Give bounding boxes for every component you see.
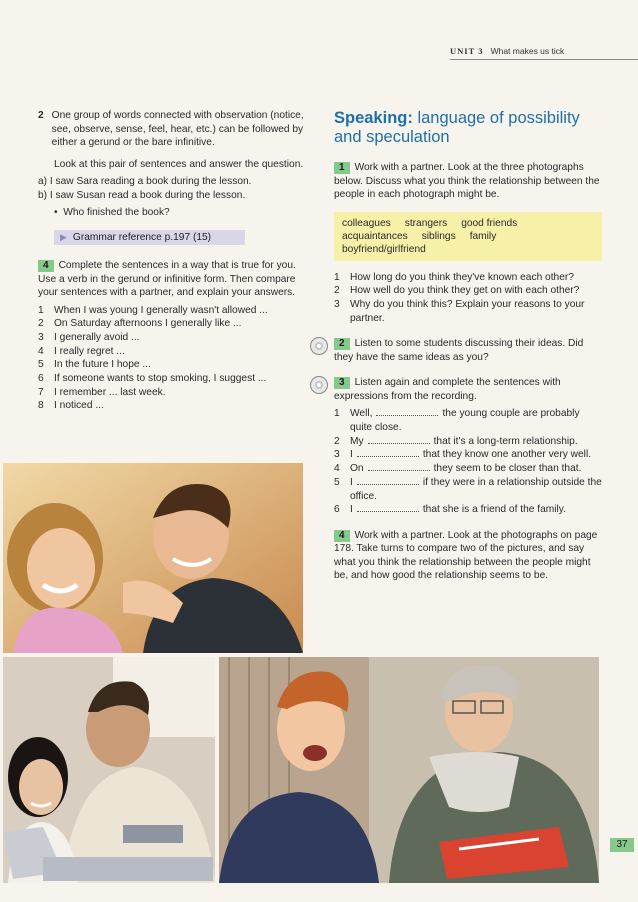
play-arrow-icon: ▶ bbox=[60, 231, 67, 242]
word-option: colleagues bbox=[342, 217, 391, 229]
question-item bbox=[334, 271, 602, 285]
sentence-end: they seem to be closer than that. bbox=[433, 463, 582, 475]
sentence-number: 1 bbox=[334, 408, 340, 420]
sentence-item bbox=[334, 476, 602, 503]
sentence-number: 6 bbox=[334, 504, 340, 516]
section-title bbox=[334, 109, 602, 147]
task-4-badge: 4 bbox=[38, 260, 54, 272]
task-4-right-badge: 4 bbox=[334, 530, 350, 542]
task-2-text: One group of words connected with observation (notice, see, observe, sense, feel, hear, etc.) can be followed by either a gerund or the bare infinitive. bbox=[51, 110, 304, 148]
item-text: In the future I hope ... bbox=[54, 359, 151, 371]
word-option: boyfriend/girlfriend bbox=[342, 243, 426, 255]
item-number: 7 bbox=[38, 386, 44, 398]
question-text: Why do you think this? Explain your reasons to your partner. bbox=[350, 298, 585, 324]
item-number: 4 bbox=[38, 345, 44, 357]
task-2-number: 2 bbox=[38, 110, 44, 121]
sentence-start: On bbox=[350, 463, 364, 475]
sentence-list bbox=[334, 407, 602, 517]
list-item bbox=[38, 304, 304, 318]
task-1-text: Work with a partner. Look at the three photographs below. Discuss what you think the relationship between the people in each photograph might be. bbox=[334, 162, 600, 200]
task-4-left bbox=[38, 259, 304, 300]
left-column bbox=[38, 109, 304, 413]
word-option: strangers bbox=[404, 217, 448, 229]
example-a: a) I saw Sara reading a book during the lesson. bbox=[38, 176, 252, 187]
sentence-end: that they know one another very well. bbox=[422, 449, 592, 461]
sentence-number: 5 bbox=[334, 476, 340, 488]
question-text: How long do you think they've known each other? bbox=[350, 271, 574, 283]
grandmother-illustration bbox=[219, 657, 599, 883]
running-header bbox=[450, 46, 638, 64]
item-text: When I was young I generally wasn't allowed ... bbox=[54, 304, 268, 316]
item-number: 2 bbox=[38, 318, 44, 330]
question-number: 2 bbox=[334, 285, 340, 297]
item-text: I generally avoid ... bbox=[54, 331, 140, 343]
task-1 bbox=[334, 161, 602, 202]
sentence-end: if they were in a relationship outside the office. bbox=[350, 476, 602, 502]
list-item bbox=[38, 317, 304, 331]
question-item bbox=[334, 298, 602, 325]
sentence-end: the young couple are probably quite close. bbox=[350, 408, 580, 434]
answer-blank[interactable] bbox=[357, 484, 419, 485]
unit-label: UNIT 3 bbox=[450, 46, 484, 56]
bullet-icon: • bbox=[54, 207, 58, 218]
sentence-end: that it's a long-term relationship. bbox=[433, 435, 578, 447]
audio-cd-icon[interactable] bbox=[310, 376, 328, 394]
unit-title: What makes us tick bbox=[490, 46, 565, 56]
question-item bbox=[334, 284, 602, 298]
photo-colleagues bbox=[3, 657, 215, 883]
sentence-start: My bbox=[350, 435, 364, 447]
task-2 bbox=[38, 109, 304, 150]
section-title-bold: Speaking: bbox=[334, 109, 413, 127]
task-3-text: Listen again and complete the sentences with expressions from the recording. bbox=[334, 377, 561, 402]
completion-list bbox=[38, 304, 304, 414]
item-number: 1 bbox=[38, 304, 44, 316]
list-item bbox=[38, 345, 304, 359]
sentence-item bbox=[334, 407, 602, 434]
task-3-badge: 3 bbox=[334, 377, 350, 389]
answer-blank[interactable] bbox=[368, 443, 430, 444]
sentence-number: 3 bbox=[334, 449, 340, 461]
page-number: 37 bbox=[610, 838, 634, 852]
task-2-prompt: Look at this pair of sentences and answer the question. bbox=[54, 158, 304, 170]
item-text: I noticed ... bbox=[54, 400, 104, 412]
sentence-number: 2 bbox=[334, 435, 340, 447]
task-2-badge: 2 bbox=[334, 338, 350, 350]
task-4-right-text: Work with a partner. Look at the photographs on page 178. Take turns to compare two of the pictures, and say what you think the relationship between the people might be, and how good the relationship seems to be. bbox=[334, 529, 598, 582]
colleagues-illustration bbox=[3, 657, 215, 883]
right-column bbox=[334, 109, 602, 583]
word-option: good friends bbox=[461, 217, 518, 229]
item-number: 6 bbox=[38, 373, 44, 385]
photo-grandmother bbox=[219, 657, 599, 883]
item-number: 8 bbox=[38, 400, 44, 412]
item-number: 5 bbox=[38, 359, 44, 371]
list-item bbox=[38, 358, 304, 372]
answer-blank[interactable] bbox=[368, 470, 430, 471]
word-box bbox=[334, 212, 602, 261]
sentence-start: I bbox=[350, 449, 353, 461]
couple-illustration bbox=[3, 463, 303, 653]
sentence-start: I bbox=[350, 476, 353, 488]
word-option: siblings bbox=[421, 230, 456, 242]
example-question-text: Who finished the book? bbox=[63, 207, 170, 218]
answer-blank[interactable] bbox=[376, 415, 438, 416]
audio-cd-icon[interactable] bbox=[310, 337, 328, 355]
item-text: I remember ... last week. bbox=[54, 386, 166, 398]
sentence-start: I bbox=[350, 504, 353, 516]
question-list bbox=[334, 271, 602, 326]
item-text: I really regret ... bbox=[54, 345, 125, 357]
question-text: How well do you think they get on with each other? bbox=[350, 285, 580, 297]
grammar-reference-label: Grammar reference p.197 (15) bbox=[72, 231, 212, 243]
word-option: family bbox=[469, 230, 497, 242]
answer-blank[interactable] bbox=[357, 456, 419, 457]
example-question bbox=[38, 206, 304, 220]
answer-blank[interactable] bbox=[357, 511, 419, 512]
sentence-start: Well, bbox=[350, 408, 373, 420]
item-text: If someone wants to stop smoking, I suggest ... bbox=[54, 373, 267, 385]
sentence-item bbox=[334, 462, 602, 476]
task-1-badge: 1 bbox=[334, 162, 350, 174]
sentence-item bbox=[334, 448, 602, 462]
list-item bbox=[38, 399, 304, 413]
task-2-listen bbox=[334, 337, 602, 364]
sentence-item bbox=[334, 435, 602, 449]
list-item bbox=[38, 331, 304, 345]
task-4-right bbox=[334, 529, 602, 583]
item-text: On Saturday afternoons I generally like ... bbox=[54, 318, 242, 330]
word-option: acquaintances bbox=[342, 230, 408, 242]
question-number: 3 bbox=[334, 298, 340, 310]
grammar-reference-link[interactable] bbox=[54, 230, 245, 246]
list-item bbox=[38, 372, 304, 386]
header-rule bbox=[450, 59, 638, 60]
example-b: b) I saw Susan read a book during the lesson. bbox=[38, 189, 246, 201]
task-4-text: Complete the sentences in a way that is true for you. Use a verb in the gerund or infinitive form. Then compare your sentences with a partner, and explain your answers. bbox=[38, 260, 296, 298]
task-2-listen-text: Listen to some students discussing their ideas. Did they have the same ideas as you? bbox=[334, 338, 584, 363]
sentence-item bbox=[334, 503, 602, 517]
photo-couple bbox=[3, 463, 303, 653]
item-number: 3 bbox=[38, 331, 44, 343]
task-3-listen bbox=[334, 376, 602, 403]
question-number: 1 bbox=[334, 271, 340, 283]
sentence-number: 4 bbox=[334, 463, 340, 475]
sentence-end: that she is a friend of the family. bbox=[422, 504, 566, 516]
list-item bbox=[38, 386, 304, 400]
section-title-rest: language of possibility and speculation bbox=[334, 109, 580, 146]
